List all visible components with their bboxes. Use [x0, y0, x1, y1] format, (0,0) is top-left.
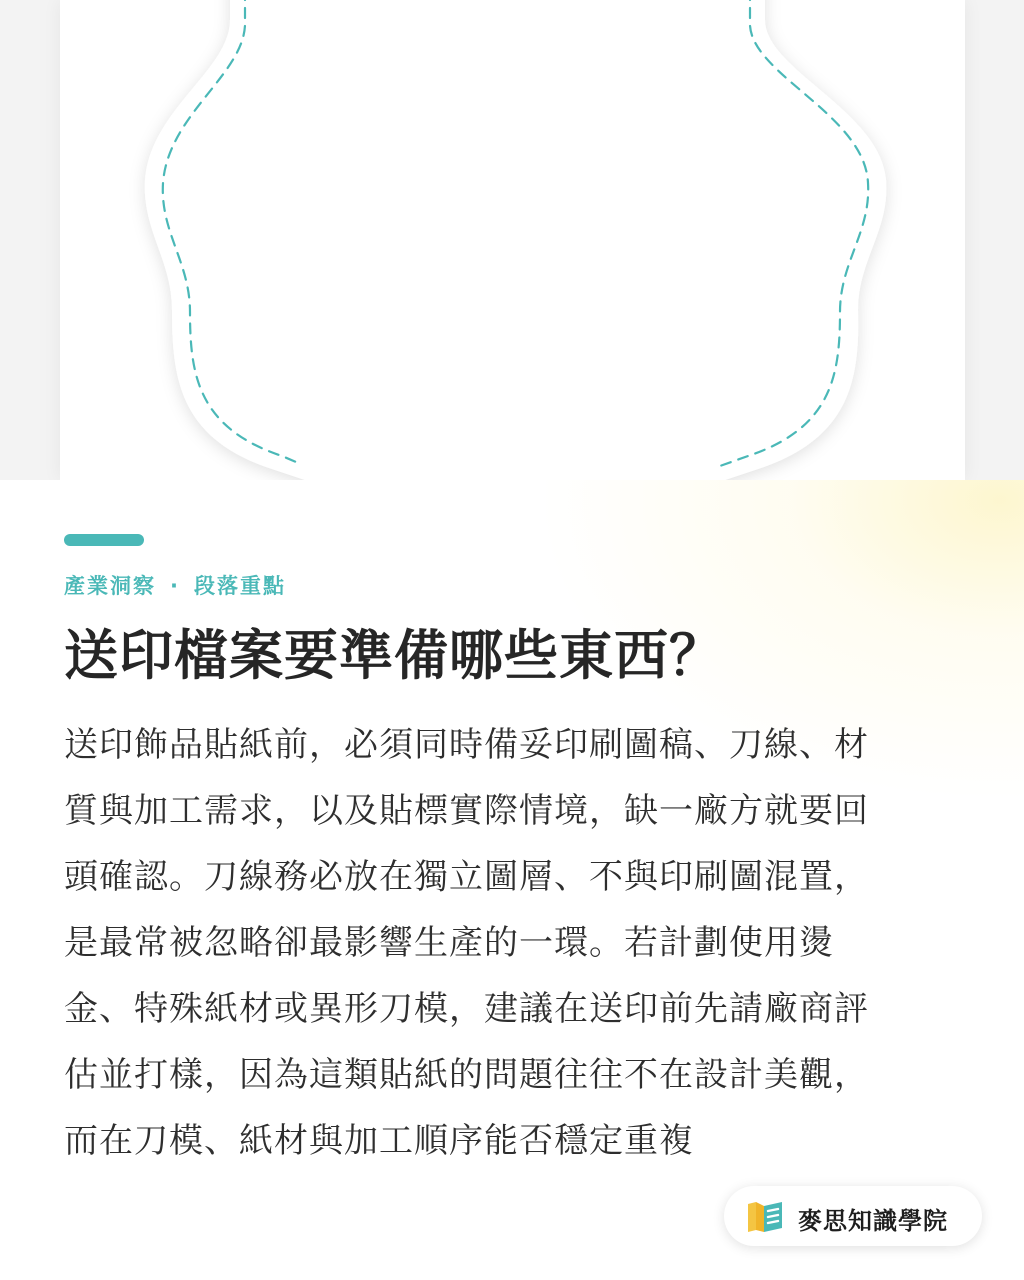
body-line: 送印飾品貼紙前，必須同時備妥印刷圖稿、刀線、材	[64, 725, 869, 765]
book-logo-icon	[746, 1200, 786, 1234]
body-line: 質與加工需求，以及貼標實際情境，缺一廠方就要回	[64, 791, 869, 831]
body-line: 估並打樣，因為這類貼紙的問題往往不在設計美觀，	[64, 1055, 869, 1095]
body-paragraph	[64, 712, 944, 1174]
subcategory-label: 段落重點	[193, 574, 286, 598]
sticker-sheet	[60, 0, 965, 480]
accent-bar	[64, 534, 144, 546]
sticker-die-cut-illustration	[60, 0, 965, 480]
body-line: 金、特殊紙材或異形刀模，建議在送印前先請廠商評	[64, 989, 869, 1029]
category-label: 產業洞察	[64, 574, 156, 598]
sticker-shape	[145, 0, 887, 480]
page-title: 送印檔案要準備哪些東西？	[64, 624, 724, 687]
body-line: 而在刀模、紙材與加工順序能否穩定重複	[64, 1121, 694, 1161]
body-line: 是最常被忽略卻最影響生產的一環。若計劃使用燙	[64, 923, 834, 963]
article-section	[0, 480, 1024, 1280]
hero-image	[0, 0, 1024, 480]
brand-badge[interactable]	[724, 1186, 982, 1246]
body-line: 頭確認。刀線務必放在獨立圖層、不與印刷圖混置，	[64, 857, 869, 897]
section-kicker	[64, 570, 286, 600]
kicker-separator: ·	[170, 574, 180, 598]
brand-name: 麥思知識學院	[798, 1207, 948, 1235]
